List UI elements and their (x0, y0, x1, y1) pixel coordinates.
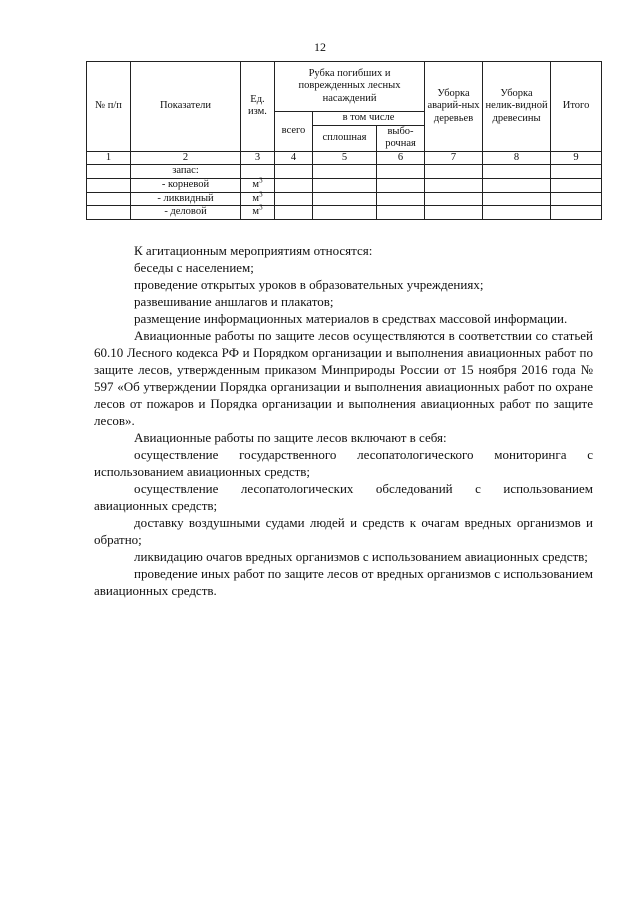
col-number: 6 (377, 151, 425, 165)
header-num: № п/п (87, 62, 131, 152)
row-unit: $м^3$ (241, 206, 275, 220)
paragraph: беседы с населением; (134, 260, 254, 275)
paragraph: развешивание аншлагов и плакатов; (134, 294, 334, 309)
column-numbers-row (87, 151, 602, 165)
col-number: 4 (275, 151, 313, 165)
row-indicator: - деловой (131, 206, 241, 220)
paragraph: доставку воздушными судами людей и средств к очагам вредных организмов и обратно; (94, 515, 593, 547)
col-number: 1 (87, 151, 131, 165)
header-selective: выбо-рочная (377, 125, 425, 151)
table-row (87, 206, 602, 220)
header-total: всего (275, 112, 313, 152)
table-row (87, 192, 602, 206)
col-number: 7 (425, 151, 483, 165)
forest-works-table (86, 61, 602, 220)
header-illiquid: Уборка нелик-видной древесины (483, 62, 551, 152)
row-unit: $м^3$ (241, 178, 275, 192)
header-emergency: Уборка аварий-ных деревьев (425, 62, 483, 152)
col-number: 5 (313, 151, 377, 165)
row-unit: $м^3$ (241, 192, 275, 206)
col-number: 8 (483, 151, 551, 165)
header-unit: Ед. изм. (241, 62, 275, 152)
paragraph: К агитационным мероприятиям относятся: (134, 243, 373, 258)
paragraph: осуществление лесопатологических обследований с использованием авиационных средств; (94, 481, 593, 513)
header-including: в том числе (313, 112, 425, 126)
col-number: 3 (241, 151, 275, 165)
paragraph: ликвидацию очагов вредных организмов с использованием авиационных средств; (134, 549, 588, 564)
paragraph: осуществление государственного лесопатологического мониторинга с использованием авиационных средств; (94, 447, 593, 479)
paragraph: проведение открытых уроков в образовательных учреждениях; (134, 277, 484, 292)
paragraph: Авиационные работы по защите лесов включают в себя: (134, 430, 447, 445)
row-indicator: - ликвидный (131, 192, 241, 206)
paragraph: размещение информационных материалов в средствах массовой информации. (134, 311, 568, 326)
header-felling: Рубка погибших и поврежденных лесных насаждений (275, 62, 425, 112)
paragraph: проведение иных работ по защите лесов от вредных организмов с использованием авиационных средств. (94, 566, 593, 598)
paragraph: Авиационные работы по защите лесов осуществляются в соответствии со статьей 60.10 Лесного кодекса РФ и Порядком организации и выполнения авиационных работ по защите лесов, утвержденным приказом Минприроды России от 15 ноября 2016 года № 597 «Об утверждении Порядка организации и выполнения авиационных работ по охране лесов от пожаров и Порядка организации и выполнения авиационных работ по защите лесов». (94, 328, 593, 428)
col-number: 9 (551, 151, 602, 165)
header-sum: Итого (551, 62, 602, 152)
page-number: 12 (314, 40, 326, 54)
body-text (94, 242, 593, 599)
header-indicator: Показатели (131, 62, 241, 152)
row-indicator: запас: (131, 165, 241, 179)
table-row (87, 165, 602, 179)
table-row (87, 178, 602, 192)
row-indicator: - корневой (131, 178, 241, 192)
col-number: 2 (131, 151, 241, 165)
header-clear: сплошная (313, 125, 377, 151)
